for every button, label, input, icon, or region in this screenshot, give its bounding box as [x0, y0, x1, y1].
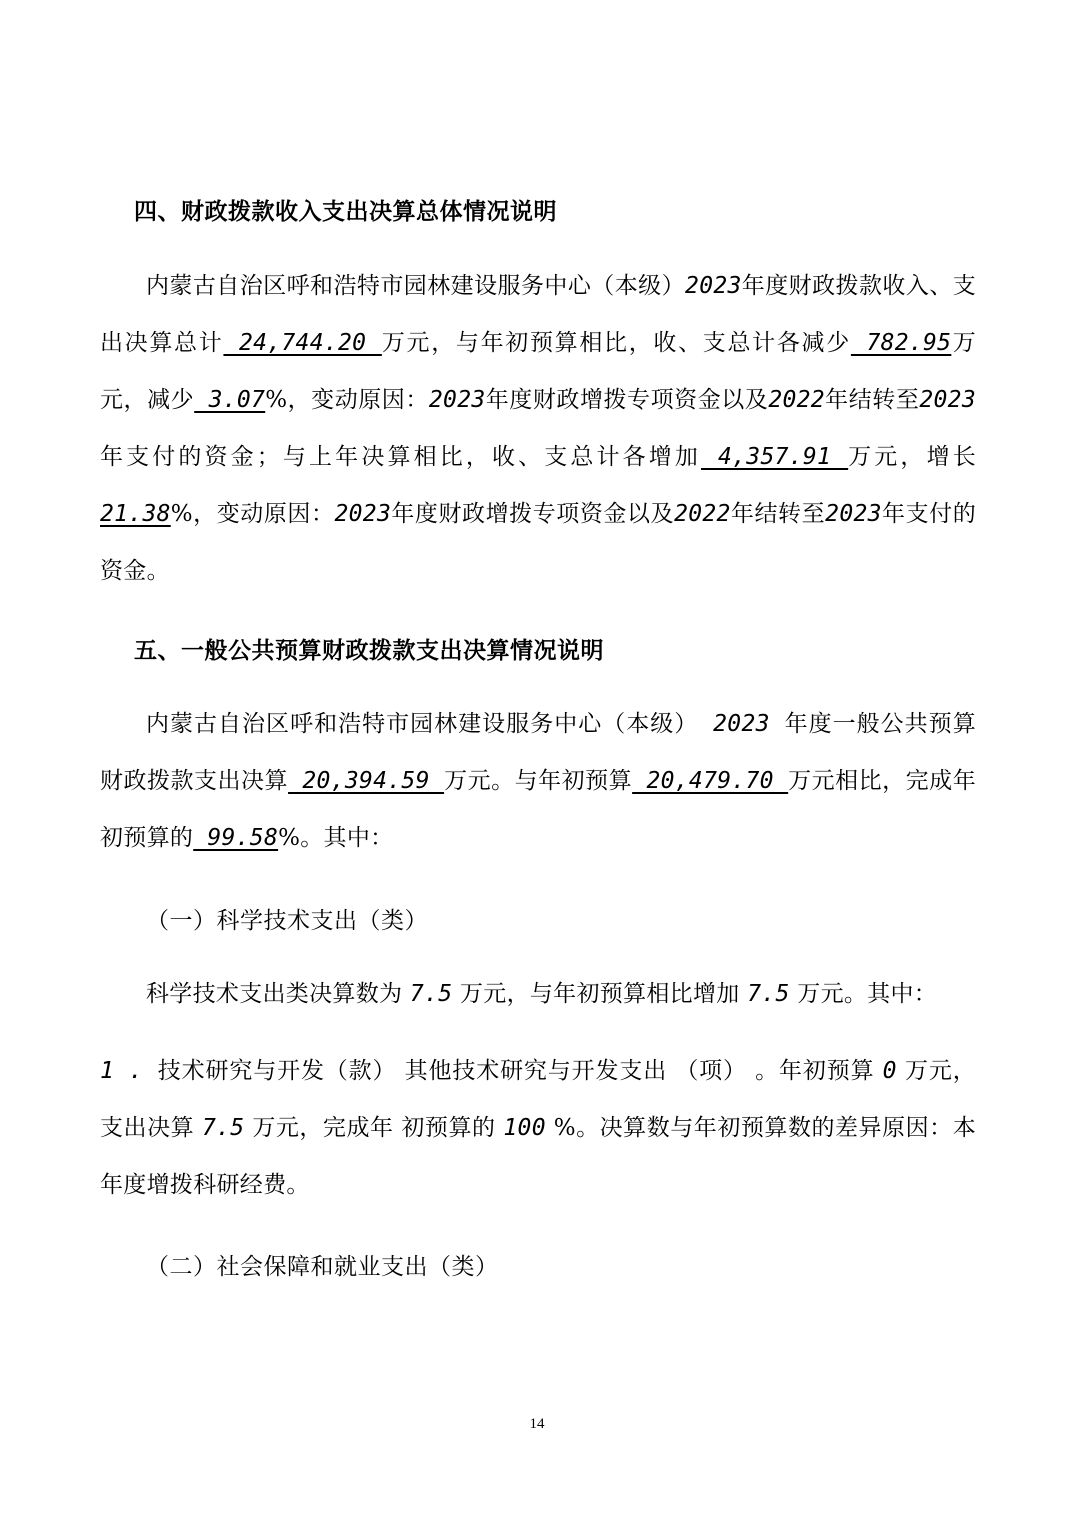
subsection-2-heading [146, 1248, 1022, 1281]
text-segment: 年度财政增拨专项资金以及 [391, 501, 675, 527]
text-segment: %。其中： [278, 825, 394, 851]
text-segment: %，变动原因： [170, 501, 335, 527]
decrease-value: 782.95 [850, 330, 952, 356]
text-segment: 万元。其中： [789, 981, 938, 1007]
text-segment: 年度财政拨款收入、支出决算总计 [100, 273, 977, 356]
text-segment: 技术研究与开发（款） 其他技术研究与开发支出 （项） 。年初预算 [157, 1058, 883, 1084]
completion-percent: 100 [503, 1115, 546, 1141]
section-5-heading-text: 五、一般公共预算财政拨款支出决算情况说明 [134, 638, 604, 664]
increase-percent: 21.38 [100, 501, 171, 527]
item-number: 1 . [100, 1058, 158, 1084]
subsection-2-heading-text: （二）社会保障和就业支出（类） [146, 1254, 499, 1280]
text-segment: 万元。与年初预算 [444, 768, 633, 794]
text-segment: 年结转至 [730, 501, 826, 527]
text-segment: 年度财政增拨专项资金以及 [485, 387, 769, 413]
text-segment: 万元，与年初预算相比增加 [452, 981, 748, 1007]
text-segment: 年支付的资金；与上年决算相比，收、支总计各增加 [100, 444, 702, 470]
total-value: 24,744.20 [223, 330, 382, 356]
increase-value: 4,357.91 [701, 444, 849, 470]
text-segment: 年结转至 [824, 387, 920, 413]
section-5-heading [134, 632, 1010, 665]
year-value: 2023 [825, 501, 882, 527]
actual-value: 7.5 [409, 981, 453, 1007]
section-4-paragraph [100, 258, 976, 600]
subsection-1-heading [146, 902, 1022, 935]
year-value: 2023 [428, 387, 486, 413]
text-segment: 万元，与年初预算相比，收、支总计各减少 [381, 330, 851, 356]
year-value: 2023 [919, 387, 976, 413]
actual-expenditure-value: 20,394.59 [288, 768, 445, 794]
text-segment: 科学技术支出类决算数为 [146, 981, 410, 1007]
text-segment: %，变动原因： [265, 387, 429, 413]
text-segment: 万元，增长 [848, 444, 976, 470]
year-value: 2023 [698, 711, 785, 737]
page-number: 14 [529, 1416, 545, 1432]
actual-value: 7.5 [202, 1115, 245, 1141]
section-5-paragraph [100, 696, 976, 867]
completion-percent: 99.58 [193, 825, 279, 851]
year-value: 2022 [674, 501, 731, 527]
budget-value: 20,479.70 [632, 768, 789, 794]
text-segment: 万元，完成年 初预算的 [244, 1115, 504, 1141]
subsection-1-heading-text: （一）科学技术支出（类） [146, 908, 428, 934]
section-4-heading [134, 193, 1010, 226]
text-segment: %。决算数与年初预算数的差异原因：本年度增拨科研经费。 [100, 1115, 977, 1198]
decrease-percent: 3.07 [194, 387, 266, 413]
year-value: 2023 [685, 273, 742, 299]
text-segment: 内蒙古自治区呼和浩特市园林建设服务中心（本级） [146, 711, 699, 737]
text-segment: 内蒙古自治区呼和浩特市园林建设服务中心（本级） [146, 273, 686, 299]
increase-value: 7.5 [747, 981, 790, 1007]
text-segment: 万元，支出决算 [100, 1058, 976, 1141]
text-segment: 万元，减少 [100, 330, 977, 413]
section-4-heading-text: 四、财政拨款收入支出决算总体情况说明 [134, 199, 557, 225]
budget-value: 0 [882, 1058, 897, 1084]
year-value: 2022 [768, 387, 825, 413]
text-segment: 年度一般公共预算财政拨款支出决算 [100, 711, 976, 794]
item-1-paragraph [100, 1043, 976, 1214]
subsection-1-paragraph [100, 966, 976, 1023]
year-value: 2023 [334, 501, 392, 527]
text-segment: 万元相比，完成年初预算的 [100, 768, 976, 851]
text-segment: 年支付的资金。 [100, 501, 976, 584]
